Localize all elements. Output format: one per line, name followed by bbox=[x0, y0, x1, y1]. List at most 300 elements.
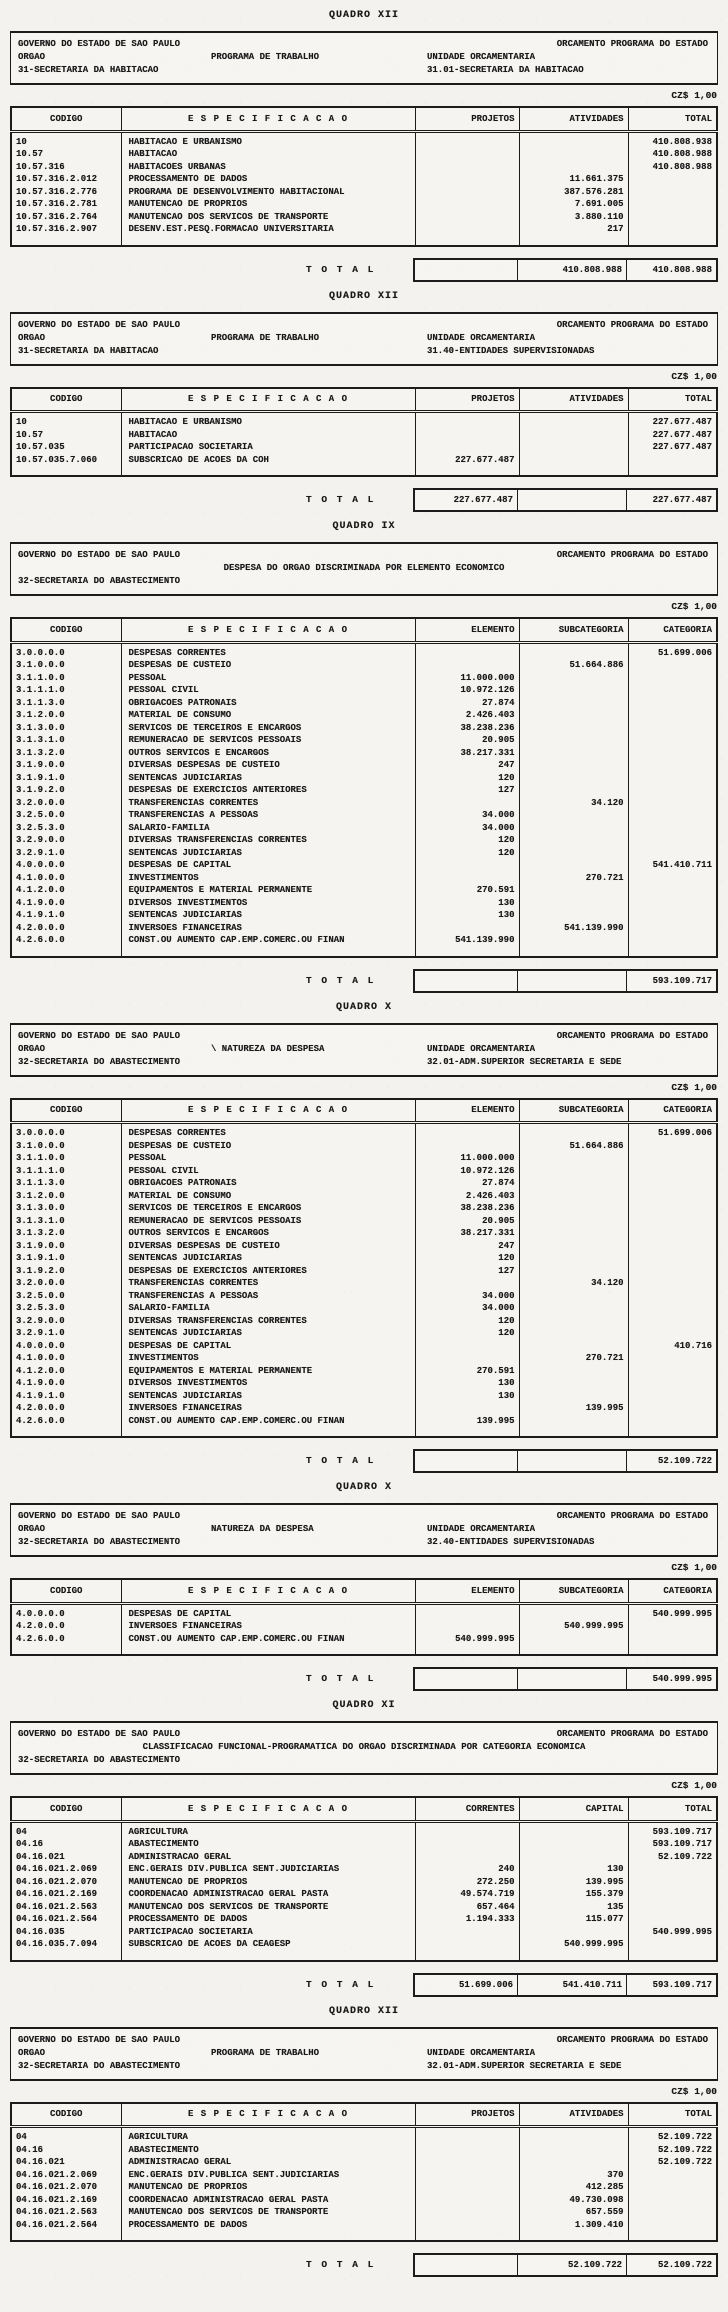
code-cell: 04.16.021.2.070 bbox=[16, 2182, 98, 2192]
value-cell bbox=[415, 1277, 519, 1290]
table-row bbox=[11, 847, 717, 860]
total-label: T O T A L bbox=[306, 494, 376, 505]
spec-cell: MANUTENCAO DOS SERVICOS DE TRANSPORTE bbox=[121, 2206, 415, 2219]
code-cell: 3.1.3.2.0 bbox=[16, 1228, 65, 1238]
spec-cell: TRANSFERENCIAS CORRENTES bbox=[121, 1277, 415, 1290]
table-row bbox=[11, 1402, 717, 1415]
column-header-value-2: ATIVIDADES bbox=[519, 2103, 628, 2127]
budget-table bbox=[10, 387, 718, 478]
value-cell bbox=[519, 1603, 628, 1620]
value-cell: 540.999.995 bbox=[519, 1620, 628, 1633]
budget-table bbox=[10, 1098, 718, 1439]
code-cell: 4.1.0.0.0 bbox=[16, 872, 65, 883]
value-cell bbox=[415, 1402, 519, 1415]
value-cell bbox=[415, 441, 519, 454]
value-cell bbox=[519, 1152, 628, 1165]
value-cell: 51.664.886 bbox=[519, 659, 628, 672]
value-cell: 270.591 bbox=[415, 884, 519, 897]
value-cell: 657.559 bbox=[519, 2206, 628, 2219]
value-cell bbox=[628, 834, 717, 847]
value-cell: 127 bbox=[415, 784, 519, 797]
value-cell bbox=[415, 161, 519, 174]
value-cell: 3.880.110 bbox=[519, 211, 628, 224]
value-cell: 120 bbox=[415, 847, 519, 860]
header-line-3 bbox=[11, 345, 717, 358]
table-row bbox=[11, 809, 717, 822]
code-cell: 3.1.9.1.0 bbox=[16, 772, 65, 783]
value-cell: 130 bbox=[415, 909, 519, 922]
value-cell bbox=[415, 2181, 519, 2194]
value-cell bbox=[415, 797, 519, 810]
value-cell bbox=[519, 1302, 628, 1315]
value-cell: 52.109.722 bbox=[628, 2127, 717, 2144]
value-cell bbox=[628, 1140, 717, 1153]
total-value-2: 541.410.711 bbox=[518, 1975, 627, 1995]
orgao-label: ORGAO bbox=[18, 2047, 46, 2058]
quadro-title: QUADRO X bbox=[335, 1482, 392, 1493]
table-row bbox=[11, 131, 717, 148]
spec-cell: OUTROS SERVICOS E ENCARGOS bbox=[121, 747, 415, 760]
header-box bbox=[10, 1721, 718, 1775]
code-cell: 3.1.9.2.0 bbox=[16, 1265, 65, 1276]
table-row bbox=[11, 1202, 717, 1215]
value-cell bbox=[628, 1152, 717, 1165]
value-cell: 227.677.487 bbox=[628, 412, 717, 429]
total-value-2: 410.808.988 bbox=[518, 260, 627, 280]
spec-cell: HABITACAO bbox=[121, 429, 415, 442]
spec-cell: DIVERSAS TRANSFERENCIAS CORRENTES bbox=[121, 834, 415, 847]
total-row bbox=[10, 2253, 718, 2277]
value-cell bbox=[628, 1633, 717, 1656]
code-cell: 04.16 bbox=[16, 1839, 44, 1849]
value-cell: 135 bbox=[519, 1901, 628, 1914]
spec-cell: SENTENCAS JUDICIARIAS bbox=[121, 847, 415, 860]
value-cell bbox=[628, 1227, 717, 1240]
value-cell bbox=[519, 1365, 628, 1378]
spec-cell: CONST.OU AUMENTO CAP.EMP.COMERC.OU FINAN bbox=[121, 1633, 415, 1656]
spec-cell: DESPESAS DE CAPITAL bbox=[121, 1603, 415, 1620]
government-title: GOVERNO DO ESTADO DE SAO PAULO bbox=[18, 1729, 181, 1739]
header-line-3 bbox=[11, 64, 717, 77]
table-body bbox=[11, 131, 717, 246]
column-header-codigo: CODIGO bbox=[11, 388, 121, 412]
value-cell bbox=[628, 1190, 717, 1203]
value-cell bbox=[628, 454, 717, 477]
code-cell: 4.2.6.0.0 bbox=[16, 1415, 65, 1426]
code-cell: 10.57.316.2.907 bbox=[16, 224, 98, 234]
table-row bbox=[11, 1938, 717, 1961]
table-body bbox=[11, 2127, 717, 2242]
code-cell: 4.1.2.0.0 bbox=[16, 885, 65, 895]
quadro-section bbox=[10, 1700, 718, 1997]
table-row bbox=[11, 1140, 717, 1153]
table-row bbox=[11, 454, 717, 477]
spec-cell: DIVERSAS DESPESAS DE CUSTEIO bbox=[121, 1240, 415, 1253]
value-cell bbox=[628, 872, 717, 885]
value-cell: 2.426.403 bbox=[415, 1190, 519, 1203]
value-cell bbox=[628, 1202, 717, 1215]
value-cell: 410.716 bbox=[628, 1340, 717, 1353]
spec-cell: SENTENCAS JUDICIARIAS bbox=[121, 1390, 415, 1403]
code-cell: 4.1.2.0.0 bbox=[16, 1365, 65, 1376]
value-cell bbox=[415, 1938, 519, 1961]
table-row bbox=[11, 922, 717, 935]
value-cell bbox=[628, 1215, 717, 1228]
currency-label: CZ$ 1,00 bbox=[671, 370, 717, 382]
spec-cell: PESSOAL bbox=[121, 1152, 415, 1165]
total-value-2 bbox=[518, 971, 627, 991]
column-header-value-3: CATEGORIA bbox=[628, 618, 717, 642]
total-label: T O T A L bbox=[306, 263, 376, 275]
code-cell: 3.1.3.0.0 bbox=[16, 1203, 65, 1213]
value-cell: 10.972.126 bbox=[415, 684, 519, 697]
government-title: GOVERNO DO ESTADO DE SAO PAULO bbox=[18, 1511, 181, 1521]
value-cell bbox=[628, 1315, 717, 1328]
value-cell: 52.109.722 bbox=[628, 2144, 717, 2157]
table-body bbox=[11, 1123, 717, 1438]
table-row bbox=[11, 759, 717, 772]
code-cell: 04.16.035.7.094 bbox=[16, 1939, 98, 1949]
orgao-value: 31-SECRETARIA DA HABITACAO bbox=[18, 65, 159, 75]
column-header-value-1: ELEMENTO bbox=[415, 1099, 519, 1123]
value-cell: 130 bbox=[415, 897, 519, 910]
spec-cell: DESPESAS DE CAPITAL bbox=[121, 859, 415, 872]
table-row bbox=[11, 1327, 717, 1340]
value-cell bbox=[519, 909, 628, 922]
spec-cell: OUTROS SERVICOS E ENCARGOS bbox=[121, 1227, 415, 1240]
value-cell bbox=[519, 722, 628, 735]
total-value-3: 52.109.722 bbox=[657, 2260, 712, 2270]
value-cell bbox=[628, 2219, 717, 2242]
table-row bbox=[11, 1365, 717, 1378]
code-cell: 3.1.1.3.0 bbox=[16, 1178, 65, 1188]
value-cell bbox=[628, 759, 717, 772]
program-nature-label: PROGRAMA DE TRABALHO bbox=[211, 2047, 320, 2058]
spec-cell: AGRICULTURA bbox=[121, 1821, 415, 1838]
budget-table bbox=[10, 617, 718, 958]
spec-cell: DESPESAS CORRENTES bbox=[121, 1123, 415, 1140]
value-cell: 10.972.126 bbox=[415, 1165, 519, 1178]
spec-cell: ADMINISTRACAO GERAL bbox=[121, 2156, 415, 2169]
total-value-3: 52.109.722 bbox=[657, 1456, 712, 1466]
value-cell bbox=[415, 2144, 519, 2157]
value-cell: 11.000.000 bbox=[415, 672, 519, 685]
table-row bbox=[11, 1152, 717, 1165]
code-cell: 4.0.0.0.0 bbox=[16, 1608, 65, 1619]
header-box bbox=[10, 1023, 718, 1077]
table-row bbox=[11, 1227, 717, 1240]
value-cell: 34.000 bbox=[415, 809, 519, 822]
spec-cell: HABITACAO E URBANISMO bbox=[121, 131, 415, 148]
column-header-codigo: CODIGO bbox=[11, 2103, 121, 2127]
table-row bbox=[11, 1290, 717, 1303]
value-cell: 120 bbox=[415, 834, 519, 847]
code-cell: 3.1.3.0.0 bbox=[16, 722, 65, 733]
spec-cell: TRANSFERENCIAS A PESSOAS bbox=[121, 1290, 415, 1303]
value-cell: 52.109.722 bbox=[628, 2156, 717, 2169]
value-cell: 1.194.333 bbox=[415, 1913, 519, 1926]
budget-program-label: ORCAMENTO PROGRAMA DO ESTADO bbox=[556, 319, 708, 330]
value-cell bbox=[519, 1851, 628, 1864]
value-cell bbox=[519, 2156, 628, 2169]
table-row bbox=[11, 1315, 717, 1328]
value-cell bbox=[415, 1851, 519, 1864]
value-cell bbox=[415, 2156, 519, 2169]
value-cell bbox=[628, 211, 717, 224]
budget-unit-label: UNIDADE ORCAMENTARIA bbox=[427, 332, 536, 343]
header-line-3 bbox=[11, 1056, 717, 1069]
value-cell bbox=[519, 412, 628, 429]
table-row bbox=[11, 1165, 717, 1178]
code-cell: 3.2.5.3.0 bbox=[16, 1303, 65, 1313]
value-cell bbox=[415, 131, 519, 148]
table-row bbox=[11, 1633, 717, 1656]
total-row bbox=[10, 969, 718, 993]
value-cell bbox=[628, 1352, 717, 1365]
table-row bbox=[11, 1265, 717, 1278]
spec-cell: EQUIPAMENTOS E MATERIAL PERMANENTE bbox=[121, 884, 415, 897]
value-cell: 270.721 bbox=[519, 872, 628, 885]
government-title: GOVERNO DO ESTADO DE SAO PAULO bbox=[18, 2034, 181, 2045]
total-value-1 bbox=[415, 2255, 518, 2275]
budget-program-label: ORCAMENTO PROGRAMA DO ESTADO bbox=[556, 2034, 708, 2045]
value-cell bbox=[519, 772, 628, 785]
spec-cell: EQUIPAMENTOS E MATERIAL PERMANENTE bbox=[121, 1365, 415, 1378]
header-line-3 bbox=[11, 2060, 717, 2073]
value-cell bbox=[519, 148, 628, 161]
orgao-label: ORGAO bbox=[18, 1043, 46, 1054]
total-row bbox=[10, 1449, 718, 1473]
value-cell bbox=[519, 784, 628, 797]
code-cell: 04.16.021.2.070 bbox=[16, 1876, 98, 1887]
table-row bbox=[11, 822, 717, 835]
currency-label: CZ$ 1,00 bbox=[671, 601, 717, 612]
value-cell: 593.109.717 bbox=[628, 1838, 717, 1851]
value-cell: 541.410.711 bbox=[628, 859, 717, 872]
code-cell: 04.16.021 bbox=[16, 2157, 65, 2167]
value-cell: 130 bbox=[415, 1390, 519, 1403]
value-cell bbox=[415, 223, 519, 246]
total-value-1 bbox=[415, 971, 518, 991]
header-line-1 bbox=[11, 38, 717, 51]
total-value-3: 410.808.988 bbox=[652, 264, 712, 275]
value-cell bbox=[519, 734, 628, 747]
code-cell: 04.16.021.2.169 bbox=[16, 1889, 98, 1899]
spec-cell: CONST.OU AUMENTO CAP.EMP.COMERC.OU FINAN bbox=[121, 1415, 415, 1438]
orgao-label: ORGAO bbox=[18, 52, 46, 62]
value-cell: 139.995 bbox=[415, 1415, 519, 1438]
orgao-value: 32-SECRETARIA DO ABASTECIMENTO bbox=[18, 1755, 181, 1765]
table-row bbox=[11, 697, 717, 710]
column-header-codigo: CODIGO bbox=[11, 107, 121, 131]
table-body bbox=[11, 1603, 717, 1655]
code-cell: 4.0.0.0.0 bbox=[16, 860, 65, 870]
spec-cell: DESPESAS DE EXERCICIOS ANTERIORES bbox=[121, 1265, 415, 1278]
value-cell bbox=[415, 2127, 519, 2144]
table-row bbox=[11, 1123, 717, 1140]
value-cell bbox=[519, 897, 628, 910]
value-cell bbox=[519, 1177, 628, 1190]
value-cell bbox=[628, 1863, 717, 1876]
value-cell bbox=[628, 672, 717, 685]
value-cell bbox=[415, 1603, 519, 1620]
header-subtitle: DESPESA DO ORGAO DISCRIMINADA POR ELEMENTO ECONOMICO bbox=[223, 563, 505, 573]
spec-cell: INVERSOES FINANCEIRAS bbox=[121, 922, 415, 935]
value-cell bbox=[415, 642, 519, 659]
table-row bbox=[11, 1888, 717, 1901]
value-cell bbox=[415, 1838, 519, 1851]
total-label: T O T A L bbox=[306, 2259, 376, 2270]
spec-cell: TRANSFERENCIAS A PESSOAS bbox=[121, 809, 415, 822]
value-cell: 540.999.995 bbox=[415, 1633, 519, 1656]
table-row bbox=[11, 1838, 717, 1851]
table-row bbox=[11, 1252, 717, 1265]
government-title: GOVERNO DO ESTADO DE SAO PAULO bbox=[18, 1030, 181, 1041]
value-cell bbox=[628, 809, 717, 822]
code-cell: 3.1.0.0.0 bbox=[16, 660, 65, 670]
value-cell bbox=[628, 1327, 717, 1340]
column-header-value-1: PROJETOS bbox=[415, 388, 519, 412]
value-cell bbox=[628, 173, 717, 186]
code-cell: 04.16.021.2.564 bbox=[16, 2219, 98, 2230]
value-cell bbox=[519, 1327, 628, 1340]
table-row bbox=[11, 223, 717, 246]
spec-cell: REMUNERACAO DE SERVICOS PESSOAIS bbox=[121, 1215, 415, 1228]
budget-program-label: ORCAMENTO PROGRAMA DO ESTADO bbox=[556, 1729, 708, 1739]
value-cell bbox=[519, 1215, 628, 1228]
budget-unit-value: 31.01-SECRETARIA DA HABITACAO bbox=[427, 65, 584, 75]
value-cell bbox=[519, 1340, 628, 1353]
spec-cell: HABITACAO E URBANISMO bbox=[121, 412, 415, 429]
spec-cell: INVESTIMENTOS bbox=[121, 1352, 415, 1365]
value-cell bbox=[415, 2206, 519, 2219]
column-header-value-2: SUBCATEGORIA bbox=[519, 1099, 628, 1123]
total-value-3: 593.109.717 bbox=[652, 975, 712, 986]
total-label: T O T A L bbox=[306, 974, 376, 986]
spec-cell: INVERSOES FINANCEIRAS bbox=[121, 1620, 415, 1633]
quadro-section bbox=[10, 1002, 718, 1474]
column-header-value-3: TOTAL bbox=[628, 1797, 717, 1821]
value-cell bbox=[628, 697, 717, 710]
code-cell: 10 bbox=[16, 136, 27, 147]
spec-cell: DIVERSAS TRANSFERENCIAS CORRENTES bbox=[121, 1315, 415, 1328]
budget-program-label: ORCAMENTO PROGRAMA DO ESTADO bbox=[556, 1511, 708, 1521]
value-cell bbox=[519, 809, 628, 822]
value-cell bbox=[628, 1377, 717, 1390]
table-header-row bbox=[11, 107, 717, 131]
header-line-2 bbox=[11, 51, 717, 64]
code-cell: 4.0.0.0.0 bbox=[16, 1340, 65, 1351]
quadro-title: QUADRO XI bbox=[332, 1700, 396, 1711]
value-cell: 11.661.375 bbox=[519, 173, 628, 186]
column-header-value-1: PROJETOS bbox=[415, 107, 519, 131]
table-row bbox=[11, 211, 717, 224]
code-cell: 10.57 bbox=[16, 149, 44, 159]
table-row bbox=[11, 722, 717, 735]
table-row bbox=[11, 2206, 717, 2219]
value-cell bbox=[628, 1415, 717, 1438]
value-cell bbox=[519, 672, 628, 685]
quadro-title: QUADRO XII bbox=[328, 10, 399, 21]
value-cell: 51.699.006 bbox=[628, 642, 717, 659]
budget-program-label: ORCAMENTO PROGRAMA DO ESTADO bbox=[556, 550, 708, 560]
spec-cell: DESPESAS DE CAPITAL bbox=[121, 1340, 415, 1353]
spec-cell: SALARIO-FAMILIA bbox=[121, 822, 415, 835]
value-cell bbox=[415, 1352, 519, 1365]
spec-cell: ENC.GERAIS DIV.PUBLICA SENT.JUDICIARIAS bbox=[121, 1863, 415, 1876]
currency-label: CZ$ 1,00 bbox=[671, 2085, 717, 2097]
column-header-codigo: CODIGO bbox=[11, 618, 121, 642]
value-cell: 130 bbox=[415, 1377, 519, 1390]
header-line-1 bbox=[11, 1728, 717, 1741]
value-cell bbox=[628, 772, 717, 785]
table-row bbox=[11, 1352, 717, 1365]
quadro-section bbox=[10, 2006, 718, 2278]
budget-table bbox=[10, 2102, 718, 2243]
table-row bbox=[11, 1926, 717, 1939]
spec-cell: ABASTECIMENTO bbox=[121, 1838, 415, 1851]
value-cell: 34.000 bbox=[415, 822, 519, 835]
value-cell bbox=[519, 1290, 628, 1303]
spec-cell: SUBSCRICAO DE ACOES DA COH bbox=[121, 454, 415, 477]
code-cell: 3.2.5.0.0 bbox=[16, 810, 65, 820]
value-cell bbox=[519, 1190, 628, 1203]
total-value-1 bbox=[415, 260, 518, 280]
value-cell bbox=[519, 1926, 628, 1939]
spec-cell: PROCESSAMENTO DE DADOS bbox=[121, 173, 415, 186]
total-value-1 bbox=[415, 1451, 518, 1471]
table-row bbox=[11, 747, 717, 760]
program-nature-label: PROGRAMA DE TRABALHO bbox=[211, 332, 320, 343]
column-header-value-2: ATIVIDADES bbox=[519, 107, 628, 131]
code-cell: 04 bbox=[16, 2132, 27, 2142]
budget-unit-value: 32.40-ENTIDADES SUPERVISIONADAS bbox=[427, 1537, 595, 1547]
value-cell bbox=[628, 1876, 717, 1889]
total-label: T O T A L bbox=[306, 1673, 376, 1684]
value-cell bbox=[628, 2181, 717, 2194]
value-cell: 49.574.719 bbox=[415, 1888, 519, 1901]
code-cell: 04 bbox=[16, 1826, 27, 1837]
column-header-especificacao: E S P E C I F I C A C A O bbox=[121, 1099, 415, 1123]
table-row bbox=[11, 412, 717, 429]
header-box bbox=[10, 2027, 718, 2081]
value-cell bbox=[415, 198, 519, 211]
value-cell bbox=[628, 198, 717, 211]
header-line-2 bbox=[11, 2047, 717, 2060]
value-cell bbox=[628, 1177, 717, 1190]
value-cell bbox=[415, 859, 519, 872]
spec-cell: AGRICULTURA bbox=[121, 2127, 415, 2144]
spec-cell: CONST.OU AUMENTO CAP.EMP.COMERC.OU FINAN bbox=[121, 934, 415, 957]
table-row bbox=[11, 2144, 717, 2157]
value-cell: 34.000 bbox=[415, 1290, 519, 1303]
value-cell bbox=[415, 211, 519, 224]
table-row bbox=[11, 1377, 717, 1390]
value-cell bbox=[519, 709, 628, 722]
code-cell: 4.2.6.0.0 bbox=[16, 1633, 65, 1644]
code-cell: 3.1.9.0.0 bbox=[16, 760, 65, 770]
budget-unit-label: UNIDADE ORCAMENTARIA bbox=[427, 1524, 536, 1534]
spec-cell: OBRIGACOES PATRONAIS bbox=[121, 697, 415, 710]
value-cell: 20.905 bbox=[415, 1215, 519, 1228]
column-header-especificacao: E S P E C I F I C A C A O bbox=[121, 2103, 415, 2127]
value-cell bbox=[628, 1252, 717, 1265]
value-cell bbox=[628, 734, 717, 747]
value-cell bbox=[415, 1821, 519, 1838]
table-row bbox=[11, 834, 717, 847]
value-cell bbox=[519, 1377, 628, 1390]
table-header-row bbox=[11, 1099, 717, 1123]
